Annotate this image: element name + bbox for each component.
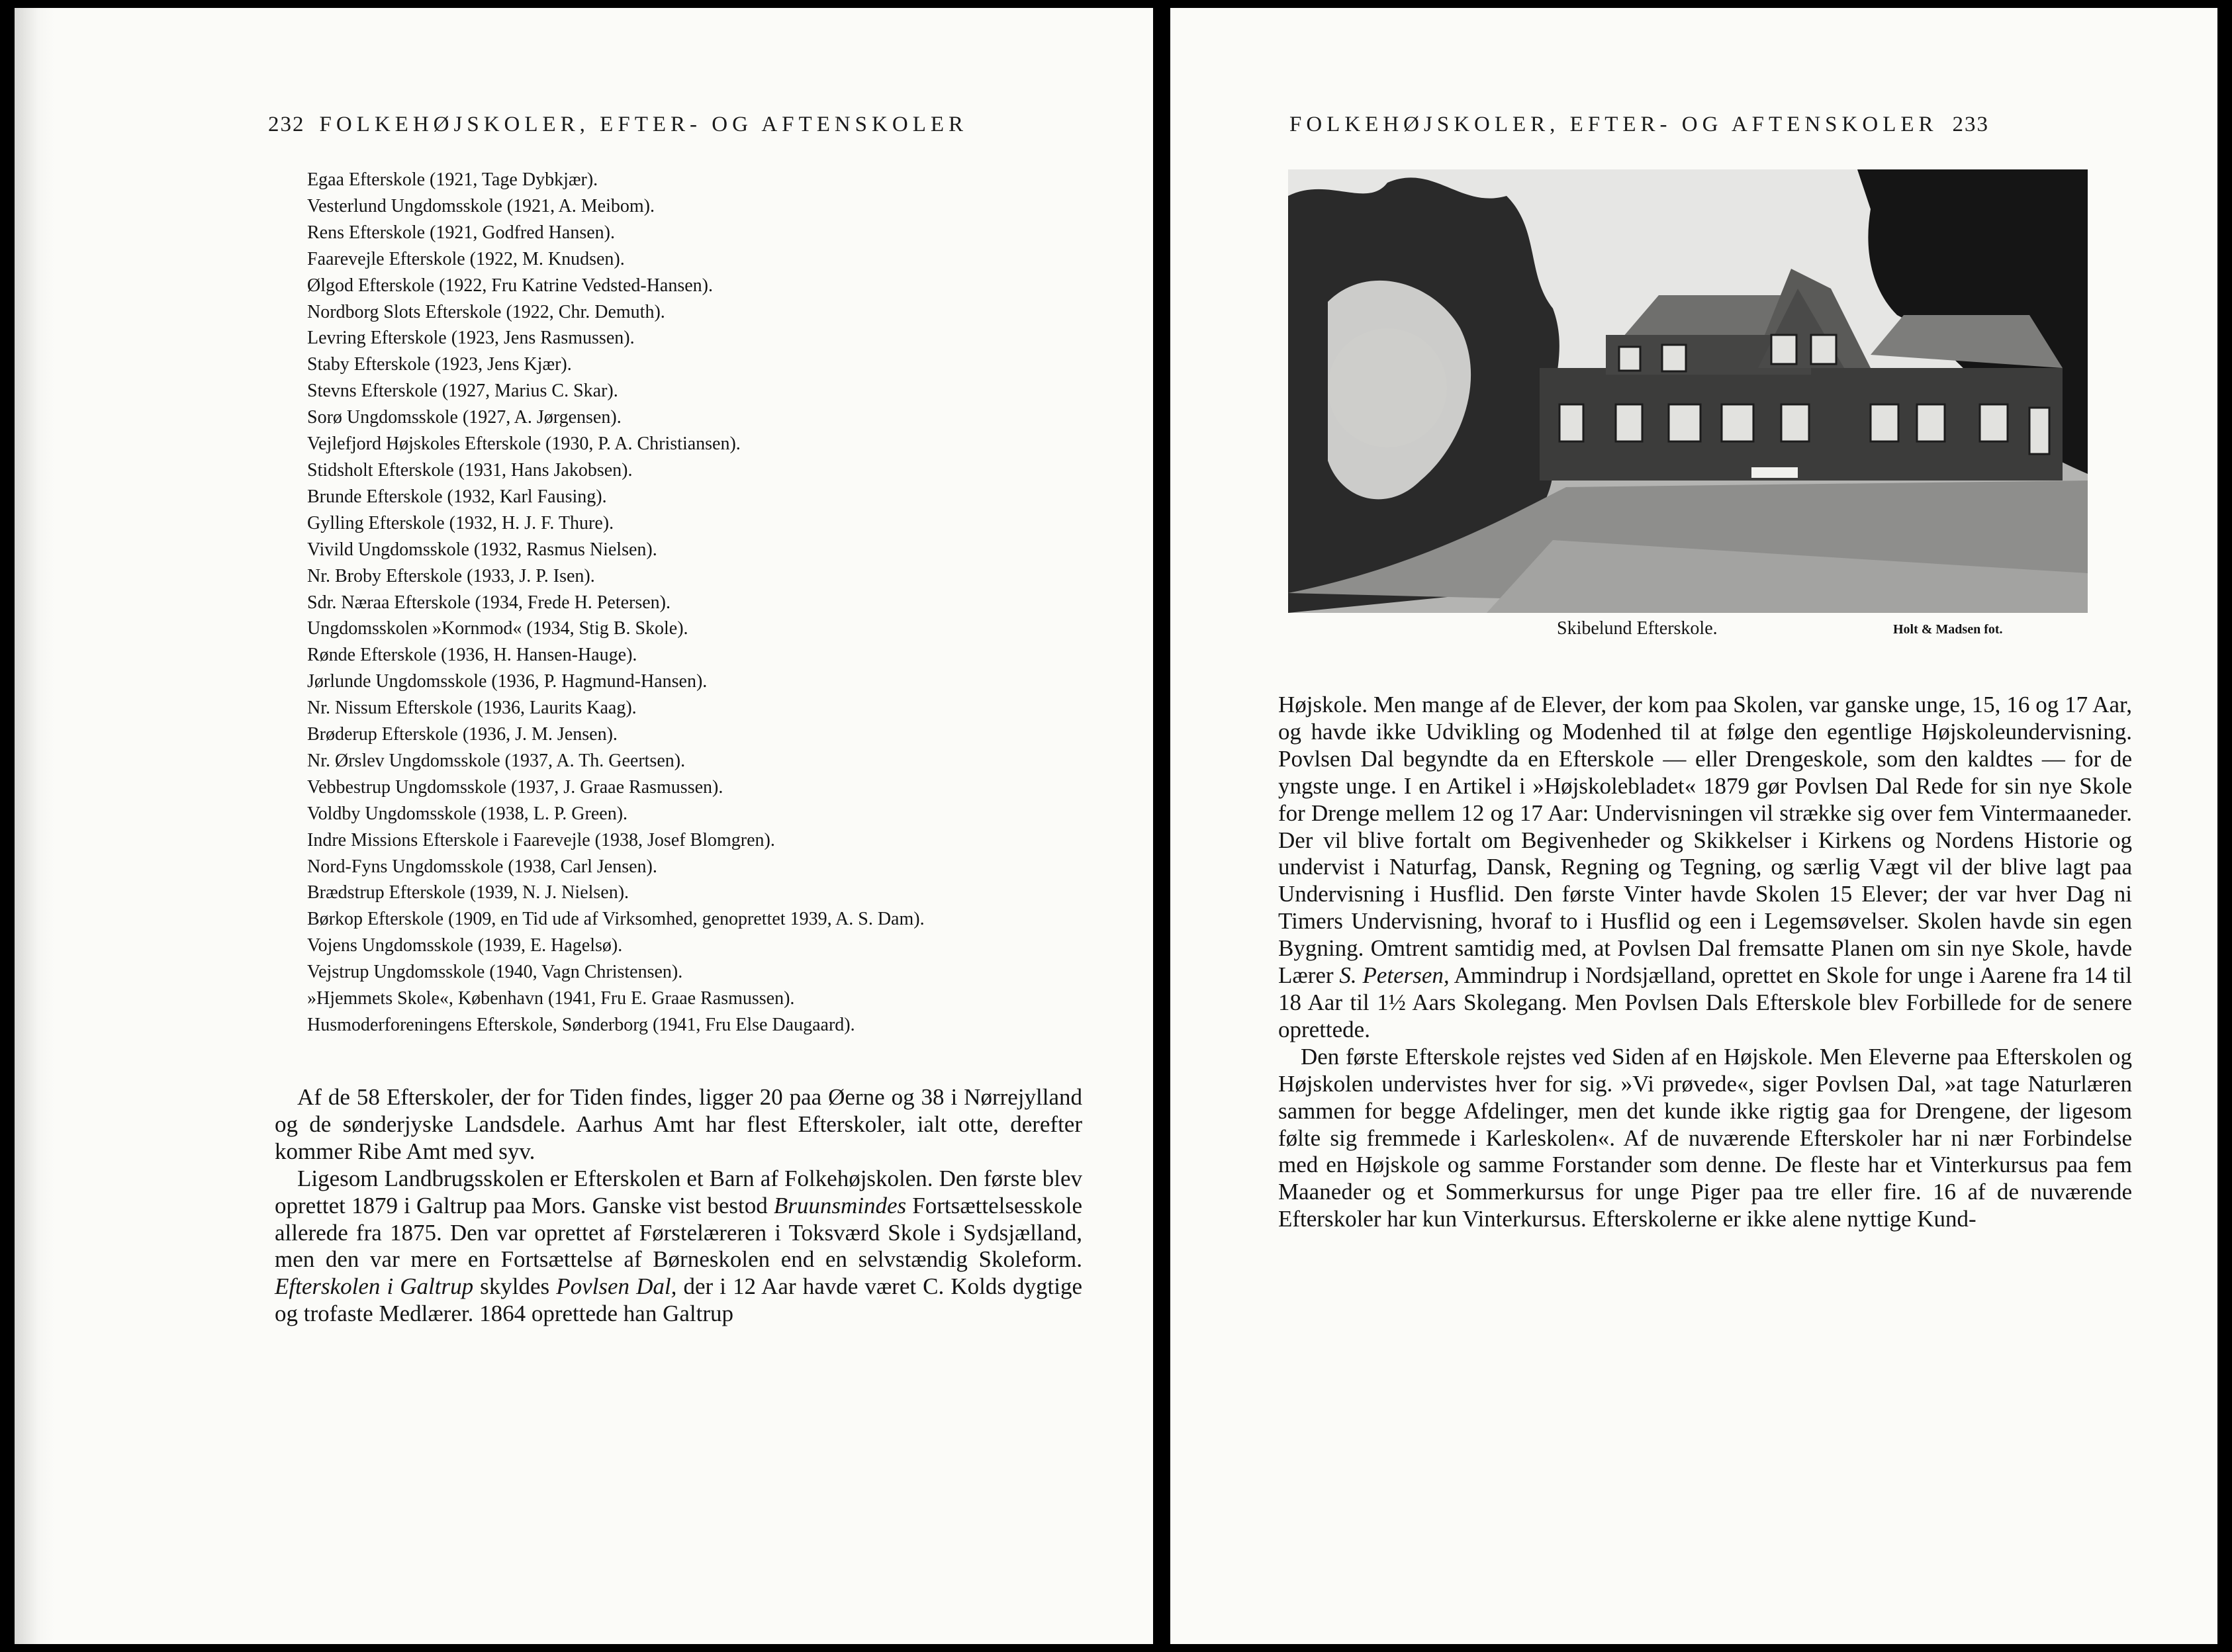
school-list-item: Vebbestrup Ungdomsskole (1937, J. Graae Rasmussen). (307, 776, 723, 798)
right-body-text (1278, 692, 2132, 1233)
left-body-text (275, 1084, 1082, 1328)
school-list-item: Vojens Ungdomsskole (1939, E. Hagelsø). (307, 935, 623, 956)
italic-run: Bruunsmindes (773, 1192, 907, 1218)
italic-run: S. Petersen, (1339, 962, 1450, 989)
page-number-right: 233 (1952, 113, 1990, 136)
school-list-item: Nr. Broby Efterskole (1933, J. P. Isen). (307, 565, 595, 586)
text-run: Fortsættelsesskole allerede fra 1875. Den var oprettet af Førstelæreren i Toksværd Skole i Sydsjælland, men den var mere en Fortsættelse af Børneskolen end en selvstændig Skoleform. (275, 1192, 1082, 1273)
school-list-item: Voldby Ungdomsskole (1938, L. P. Green). (307, 803, 628, 824)
text-run: Højskole. Men mange af de Elever, der kom paa Skolen, var ganske unge, 15, 16 og 17 Aar, og havde ikke Udvikling og Modenhed til at følge den egentlige Højskoleundervisning. Povlsen Dal begyndte da en Efterskole — eller Drengeskole, som den kaldtes — for de yngste unge. I en Artikel i »Højskolebladet« 1879 gør Povlsen Dal Rede for sin nye Skole for Drenge mellem 12 og 17 Aar: Undervisningen vil strække sig over fem Vintermaaneder. Der vil blive fortalt om Begivenheder og Skikkelser i Kirkens og Nordens Historie og undervist i Naturfag, Dansk, Regning og Tegning, og særlig Vægt vil der blive lagt paa Undervisning i Husflid. Den første Vinter havde Skolen 15 Elever; der var hver Dag ni Timers Undervisning, hvoraf to i Husflid og een i Legemsøvelser. Skolen havde sin egen Bygning. Omtrent samtidig med, at Povlsen Dal fremsatte Planen om sin nye Skole, havde Lærer (1278, 692, 2132, 989)
school-list-item: Nord-Fyns Ungdomsskole (1938, Carl Jensen). (307, 856, 657, 877)
school-list-item: Vesterlund Ungdomsskole (1921, A. Meibom). (307, 195, 655, 216)
text-run: der i 12 Aar havde været C. Kolds dygtige og trofaste Medlærer. 1864 oprettede han Galtrup (275, 1273, 1083, 1327)
school-list-item: Nr. Nissum Efterskole (1936, Laurits Kaag). (307, 698, 637, 719)
school-list-item: Børkop Efterskole (1909, en Tid ude af Virksomhed, genoprettet 1939, A. S. Dam). (307, 909, 925, 930)
photo-illustration (1288, 169, 2088, 613)
school-list-item: Husmoderforeningens Efterskole, Sønderborg (1941, Fru Else Daugaard). (307, 1015, 855, 1035)
paragraph: Af de 58 Efterskoler, der for Tiden findes, ligger 20 paa Øerne og 38 i Nørrejylland og de sønderjyske Landsdele. Aarhus Amt har flest Efterskoler, ialt otte, derefter kommer Ribe Amt med syv. (275, 1084, 1082, 1164)
school-list-item: Vejstrup Ungdomsskole (1940, Vagn Christensen). (307, 962, 683, 983)
text-run: skyldes (473, 1273, 557, 1300)
italic-run: Efterskolen i Galtrup (275, 1273, 474, 1300)
school-list-item: Jørlunde Ungdomsskole (1936, P. Hagmund-Hansen). (307, 671, 708, 692)
school-list-item: Nr. Ørslev Ungdomsskole (1937, A. Th. Geertsen). (307, 750, 686, 771)
school-list-item: Ungdomsskolen »Kornmod« (1934, Stig B. Skole). (307, 618, 688, 639)
school-list-item: Rønde Efterskole (1936, H. Hansen-Hauge). (307, 645, 637, 666)
left-running-head (268, 113, 968, 137)
school-list-item: Vivild Ungdomsskole (1932, Rasmus Nielsen). (307, 539, 657, 560)
school-list-item: Sorø Ungdomsskole (1927, A. Jørgensen). (307, 407, 622, 428)
running-head-text-right: FOLKEHØJSKOLER, EFTER- OG AFTENSKOLER (1289, 113, 1938, 136)
school-list (307, 167, 1095, 1038)
paragraph (1278, 692, 2132, 1044)
school-list-item: Brunde Efterskole (1932, Karl Fausing). (307, 486, 607, 507)
school-list-item: Brædstrup Efterskole (1939, N. J. Nielsen). (307, 882, 629, 903)
right-page (1170, 8, 2217, 1644)
paragraph (275, 1166, 1082, 1328)
school-list-item: Sdr. Næraa Efterskole (1934, Frede H. Petersen). (307, 592, 671, 613)
school-list-item: Ølgod Efterskole (1922, Fru Katrine Vedsted-Hansen). (307, 275, 714, 296)
text-run: Ammindrup i Nordsjælland, oprettet en Skole for unge i Aarene fra 14 til 18 Aar til 1½ Aars Skolegang. Men Povlsen Dals Efterskole blev Forbillede for de senere oprettede. (1278, 962, 2132, 1042)
paragraph: Den første Efterskole rejstes ved Siden af en Højskole. Men Eleverne paa Efterskolen og Højskolen undervistes hver for sig. »Vi prøvede«, siger Povlsen Dal, »at tage Naturlæren sammen for begge Afdelinger, men det kunde ikke rigtig gaa for Drengene, der ligesom følte sig fremmede i Karleskolen«. Af de nuværende Efterskoler har ni nær Forbindelse med en Højskole og samme Forstander som denne. De fleste har et Vinterkursus paa fem Maaneder og et Sommerkursus for unge Piger paa tre eller fire. 16 af de nuværende Efterskoler har kun Vinterkursus. Efterskolerne er ikke alene nyttige Kund- (1278, 1043, 2132, 1232)
photo-credit: Holt & Madsen fot. (1893, 622, 2003, 637)
photo-caption: Skibelund Efterskole. (1557, 618, 1718, 639)
school-list-item: Stidsholt Efterskole (1931, Hans Jakobsen). (307, 459, 633, 481)
school-list-item: Gylling Efterskole (1932, H. J. F. Thure). (307, 512, 614, 533)
school-list-item: Rens Efterskole (1921, Godfred Hansen). (307, 222, 615, 243)
school-list-item: Brøderup Efterskole (1936, J. M. Jensen). (307, 724, 618, 745)
school-list-item: Stevns Efterskole (1927, Marius C. Skar). (307, 381, 618, 402)
school-list-item: Indre Missions Efterskole i Faarevejle (1938, Josef Blomgren). (307, 829, 775, 850)
school-list-item: Vejlefjord Højskoles Efterskole (1930, P. A. Christiansen). (307, 434, 741, 455)
school-list-item: Egaa Efterskole (1921, Tage Dybkjær). (307, 169, 598, 190)
left-page (15, 8, 1153, 1644)
page-number-left: 232 (268, 113, 305, 136)
school-list-item: »Hjemmets Skole«, København (1941, Fru E. Graae Rasmussen). (307, 988, 795, 1009)
running-head-text-left: FOLKEHØJSKOLER, EFTER- OG AFTENSKOLER (319, 113, 968, 136)
school-list-item: Staby Efterskole (1923, Jens Kjær). (307, 354, 572, 375)
school-list-item: Faarevejle Efterskole (1922, M. Knudsen). (307, 248, 625, 269)
school-list-item: Levring Efterskole (1923, Jens Rasmussen). (307, 328, 635, 349)
text-run: Ligesom Landbrugsskolen er Efterskolen et Barn af Folkehøjskolen. Den første blev oprettet 1879 i Galtrup paa Mors. Ganske vist bestod (275, 1165, 1082, 1218)
right-running-head (1289, 113, 1989, 137)
school-list-item: Nordborg Slots Efterskole (1922, Chr. Demuth). (307, 301, 665, 322)
italic-run: Povlsen Dal, (556, 1273, 677, 1300)
school-building-photo (1288, 169, 2088, 613)
